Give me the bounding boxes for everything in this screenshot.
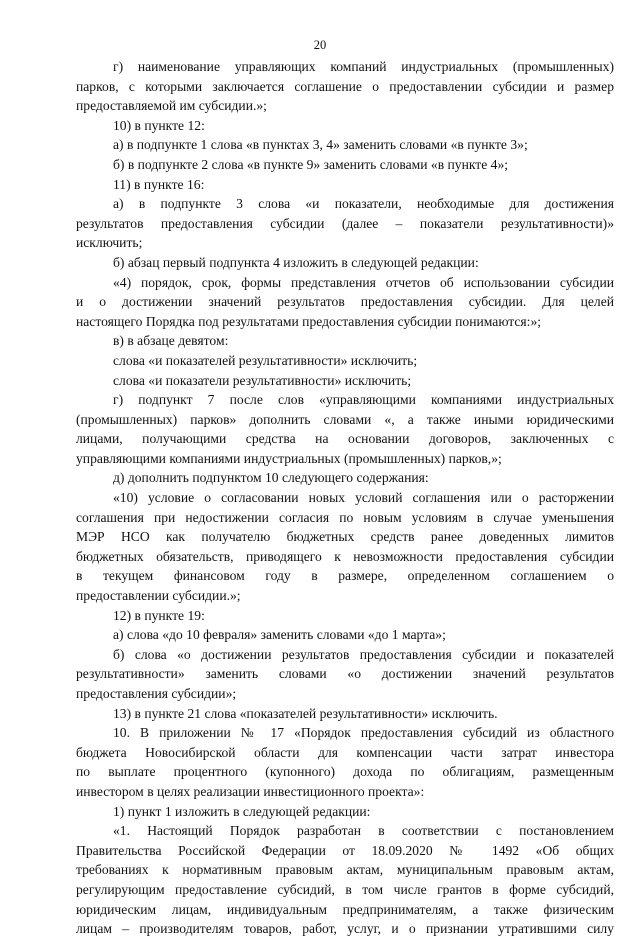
text-line: настоящего Порядка под результатами предоставления субсидии понимаются:»;	[76, 313, 542, 329]
text-line: и о достижении значений результатов предоставления субсидии. Для целей	[76, 294, 614, 310]
text-line: инвестором в целях реализации инвестиционного проекта»:	[76, 783, 425, 799]
text-line: МЭР НСО как получателю бюджетных средств ранее доведенных лимитов	[76, 529, 614, 545]
text-line: «10) условие о согласовании новых условий соглашения или о расторжении	[113, 490, 614, 506]
text-line: результативности» заменить словами «о достижении значений результатов	[76, 666, 614, 682]
text-line: д) дополнить подпунктом 10 следующего содержания:	[113, 470, 429, 486]
text-line: а) в подпункте 1 слова «в пунктах 3, 4» заменить словами «в пункте 3»;	[113, 137, 528, 153]
text-line: 13) в пункте 21 слова «показателей результативности» исключить.	[113, 705, 498, 721]
text-line: 11) в пункте 16:	[113, 176, 205, 192]
text-line: предоставления субсидии»;	[76, 686, 237, 701]
text-line: Правительства Российской Федерации от 18.09.2020 № 1492 «Об общих	[76, 842, 614, 858]
text-line: а) слова «до 10 февраля» заменить словами «до 1 марта»;	[113, 627, 446, 643]
text-line: юридическим лицам, индивидуальным предпринимателям, а также физическим	[76, 901, 614, 917]
text-line: по выплате процентного (купонного) дохода по облигациям, размещенным	[76, 764, 614, 780]
text-line: б) абзац первый подпункта 4 изложить в следующей редакции:	[113, 254, 479, 270]
text-line: слова «и показателей результативности» исключить;	[113, 352, 418, 368]
text-line: предоставлении субсидии.»;	[76, 588, 241, 604]
text-line: (промышленных) парков» дополнить словами «, а также иными юридическими	[76, 411, 614, 427]
text-line: требованиях к нормативным правовым актам, муниципальным правовым актам,	[76, 862, 614, 878]
text-line: соглашения при недостижении согласия по новым условиям в случае уменьшения	[76, 509, 614, 525]
text-line: «1. Настоящий Порядок разработан в соответствии с постановлением	[113, 823, 614, 839]
page-number: 20	[313, 38, 327, 52]
text-line: 10) в пункте 12:	[113, 117, 205, 133]
text-line: в текущем финансовом году в размере, определенном соглашением о	[76, 568, 614, 584]
text-line: 1) пункт 1 изложить в следующей редакции:	[113, 803, 371, 819]
document-body	[76, 57, 614, 939]
text-line: лицами, получающими средства на основании договоров, заключенных с	[76, 431, 614, 447]
text-line: регулирующим предоставление субсидий, в том числе грантов в форме субсидий,	[76, 881, 614, 897]
text-line: лицам – производителям товаров, работ, услуг, и о признании утратившими силу	[76, 921, 614, 937]
text-line: парков, с которыми заключается соглашение о предоставлении субсидии и размер	[76, 78, 614, 94]
text-line: 10. В приложении № 17 «Порядок предоставления субсидий из областного	[113, 725, 614, 741]
text-line: предоставляемой им субсидии.»;	[76, 98, 267, 114]
text-line: управляющими компаниями индустриальных (промышленных) парков,»;	[76, 450, 502, 466]
text-line: бюджетных обязательств, приводящего к невозможности предоставления субсидии	[76, 548, 614, 564]
text-line: 12) в пункте 19:	[113, 607, 205, 623]
text-line: исключить;	[76, 235, 143, 251]
text-line: в) в абзаце девятом:	[113, 333, 229, 349]
text-line: результатов предоставления субсидии (далее – показатели результативности)»	[76, 215, 614, 231]
text-line: г) наименование управляющих компаний индустриальных (промышленных)	[113, 59, 614, 74]
text-line: г) подпункт 7 после слов «управляющими компаниями индустриальных	[113, 392, 614, 408]
text-line: бюджета Новосибирской области для компенсации части затрат инвестора	[76, 744, 614, 760]
text-line: слова «и показатели результативности» исключить;	[113, 372, 412, 388]
text-line: «4) порядок, срок, формы представления отчетов об использовании субсидии	[113, 274, 614, 290]
text-line: б) в подпункте 2 слова «в пункте 9» заменить словами «в пункте 4»;	[113, 156, 509, 172]
text-line: а) в подпункте 3 слова «и показатели, необходимые для достижения	[113, 196, 614, 212]
text-line: б) слова «о достижении результатов предоставления субсидии и показателей	[113, 646, 614, 662]
